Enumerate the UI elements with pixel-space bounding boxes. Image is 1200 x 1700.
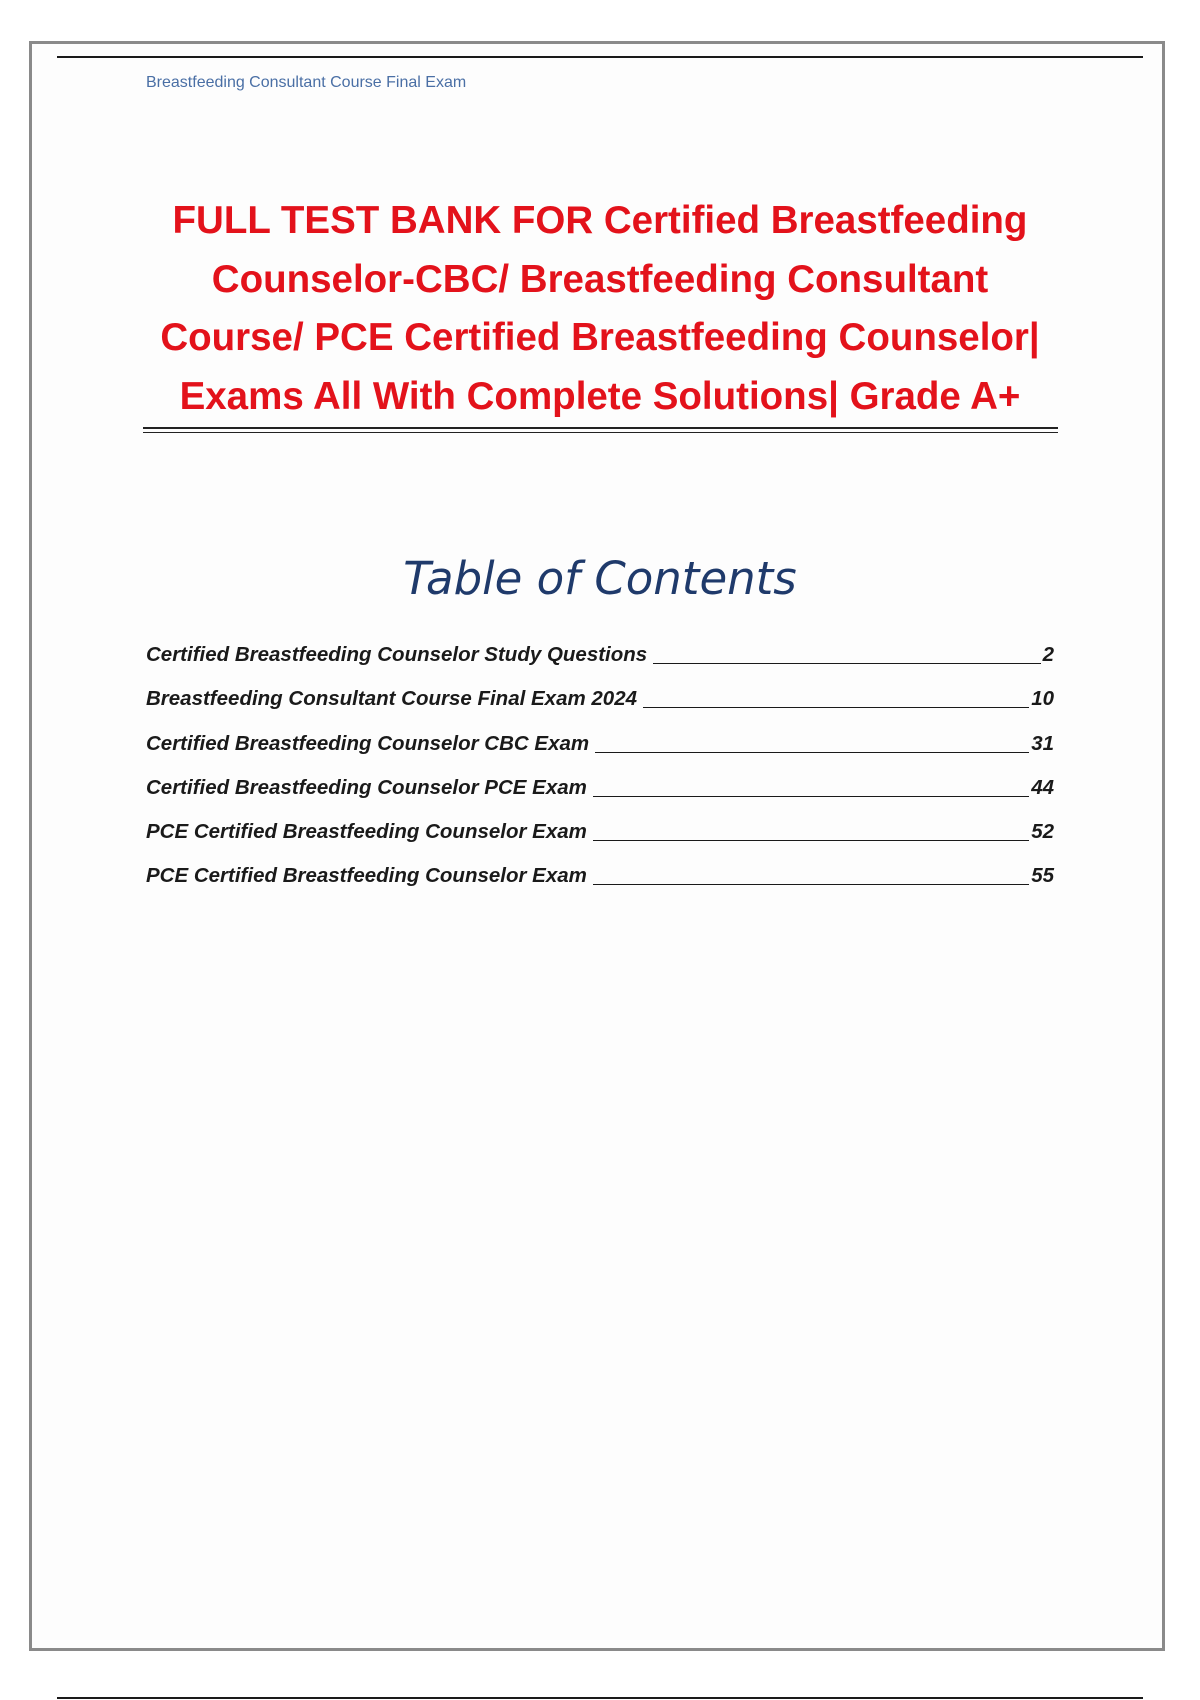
toc-entry[interactable] [146, 847, 1054, 891]
toc-heading: Table of Contents [403, 552, 797, 605]
toc-entry[interactable] [146, 670, 1054, 714]
running-header: Breastfeeding Consultant Course Final Exam [146, 74, 467, 91]
title-line: Exams All With Complete Solutions| Grade A+ [179, 374, 1021, 418]
toc-leader-line [593, 840, 1029, 841]
title-line: FULL TEST BANK FOR Certified Breastfeeding [172, 199, 1028, 242]
toc-leader-line [595, 752, 1029, 753]
title-line: Course/ PCE Certified Breastfeeding Counselor| [160, 316, 1040, 359]
toc-entry[interactable] [146, 803, 1054, 847]
title-line: Counselor-CBC/ Breastfeeding Consultant [211, 257, 989, 301]
toc-entry-page: 2 [1042, 643, 1054, 667]
document-title [143, 192, 1057, 426]
toc-entry-page: 10 [1031, 687, 1054, 711]
toc-leader-line [653, 663, 1040, 664]
header-rule [57, 56, 1143, 58]
toc-entry[interactable] [146, 759, 1054, 803]
toc-entry-title: PCE Certified Breastfeeding Counselor Exam [146, 819, 587, 843]
toc-leader-line [593, 796, 1029, 797]
toc-leader-line [643, 707, 1029, 708]
toc-entry-page: 44 [1031, 775, 1054, 799]
toc-entry-page: 31 [1031, 731, 1054, 755]
toc-entry-page: 52 [1031, 819, 1054, 843]
toc-entry-page: 55 [1031, 864, 1054, 888]
toc-entry-title: Certified Breastfeeding Counselor Study Questions [146, 643, 648, 667]
toc-entry-title: PCE Certified Breastfeeding Counselor Exam [146, 864, 587, 888]
title-underline-secondary [143, 432, 1058, 433]
toc-entry[interactable] [146, 626, 1054, 670]
title-underline [143, 427, 1058, 429]
toc-entry-title: Breastfeeding Consultant Course Final Exam 2024 [146, 687, 637, 711]
footer-rule [57, 1697, 1143, 1699]
toc-list [146, 626, 1054, 891]
toc-entry-title: Certified Breastfeeding Counselor PCE Exam [146, 775, 587, 799]
toc-entry-title: Certified Breastfeeding Counselor CBC Exam [146, 731, 590, 755]
toc-leader-line [593, 884, 1029, 885]
toc-entry[interactable] [146, 714, 1054, 758]
